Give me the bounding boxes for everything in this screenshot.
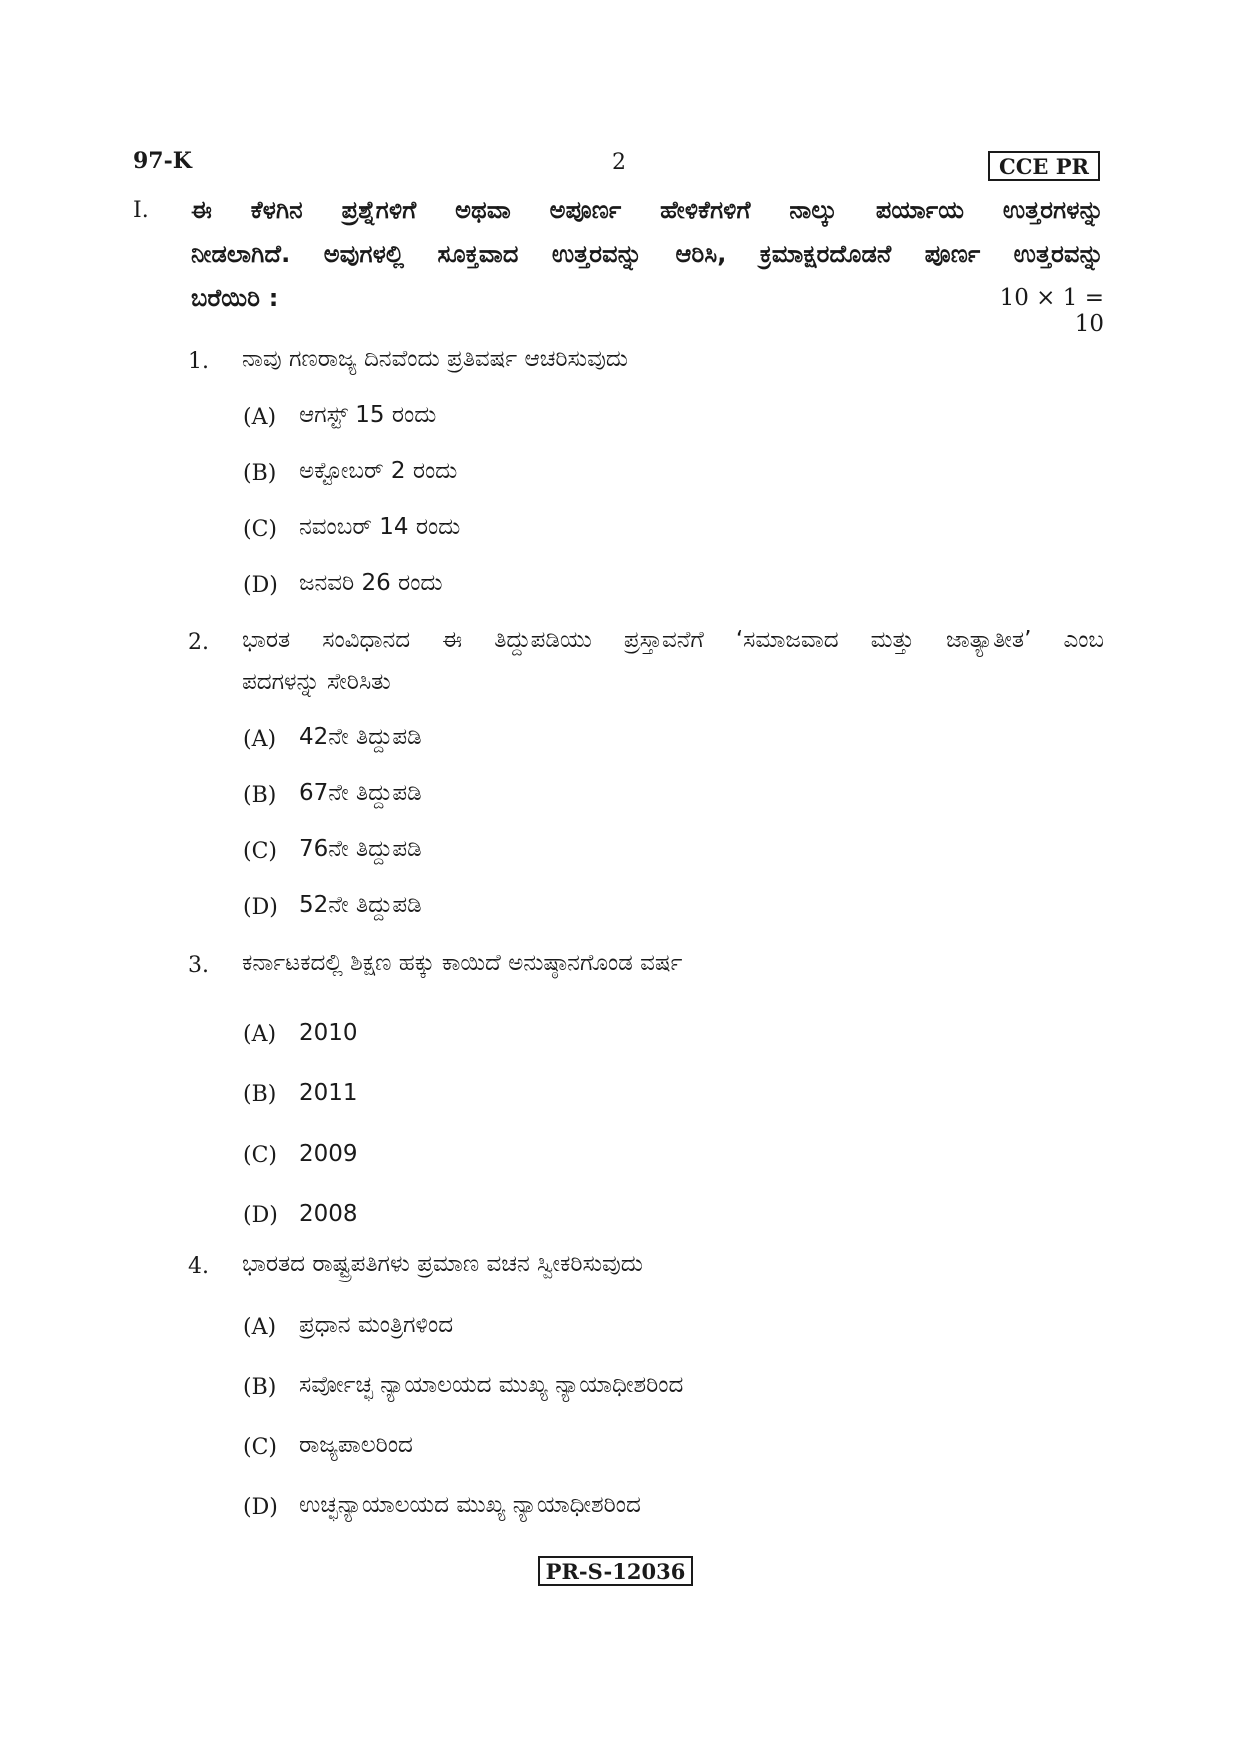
option-text: ಪ್ರಧಾನ ಮಂತ್ರಿಗಳಿಂದ	[299, 1312, 454, 1338]
option-text: 2010	[299, 1020, 358, 1046]
option-label: (B)	[243, 461, 277, 486]
option-text: 67ನೇ ತಿದ್ದುಪಡಿ	[299, 780, 422, 806]
option-label: (A)	[243, 1315, 277, 1340]
footer-code-box: PR-S-12036	[538, 1556, 693, 1586]
option-label: (C)	[243, 1435, 277, 1460]
option-label: (C)	[243, 1143, 277, 1168]
option-label: (D)	[243, 1495, 278, 1520]
option-text: 2011	[299, 1080, 358, 1106]
option-text: ರಾಜ್ಯಪಾಲರಿಂದ	[299, 1432, 413, 1458]
cce-pr-box: CCE PR	[988, 151, 1100, 181]
option-label: (C)	[243, 517, 277, 542]
option-label: (C)	[243, 839, 277, 864]
option-text: ಜನವರಿ 26 ರಂದು	[299, 570, 443, 596]
option-text: ಆಗಸ್ಟ್ 15 ರಂದು	[299, 402, 437, 428]
instruction-line-1: ಈ ಕೆಳಗಿನ ಪ್ರಶ್ನೆಗಳಿಗೆ ಅಥವಾ ಅಪೂರ್ಣ ಹೇಳಿಕೆಗಳಿಗೆ ನಾಲ್ಕು ಪರ್ಯಾಯ ಉತ್ತರಗಳನ್ನು	[191, 196, 1104, 224]
option-label: (B)	[243, 1082, 277, 1107]
option-text: ನವಂಬರ್ 14 ರಂದು	[299, 514, 461, 540]
option-text: ಉಚ್ಛನ್ಯಾಯಾಲಯದ ಮುಖ್ಯ ನ್ಯಾಯಾಧೀಶರಿಂದ	[299, 1492, 641, 1518]
option-label: (B)	[243, 1375, 277, 1400]
question-number: 2.	[188, 630, 209, 655]
question-text: ಭಾರತದ ರಾಷ್ಟ್ರಪತಿಗಳು ಪ್ರಮಾಣ ವಚನ ಸ್ವೀಕರಿಸುವುದು	[242, 1251, 643, 1277]
option-label: (B)	[243, 783, 277, 808]
option-text: ಸರ್ವೋಚ್ಛ ನ್ಯಾಯಾಲಯದ ಮುಖ್ಯ ನ್ಯಾಯಾಧೀಶರಿಂದ	[299, 1372, 684, 1398]
instruction-line-3: ಬರೆಯಿರಿ :	[191, 284, 279, 312]
question-text-line-1: ಭಾರತ ಸಂವಿಧಾನದ ಈ ತಿದ್ದುಪಡಿಯು ಪ್ರಸ್ತಾವನೆಗೆ ‘ಸಮಾಜವಾದ ಮತ್ತು ಜಾತ್ಯಾತೀತ’ ಎಂಬ	[242, 627, 1104, 653]
option-label: (A)	[243, 405, 277, 430]
option-label: (A)	[243, 1022, 277, 1047]
question-text-line-2: ಪದಗಳನ್ನು ಸೇರಿಸಿತು	[242, 669, 391, 695]
option-label: (D)	[243, 895, 278, 920]
option-label: (A)	[243, 727, 277, 752]
option-label: (D)	[243, 1203, 278, 1228]
option-text: 42ನೇ ತಿದ್ದುಪಡಿ	[299, 724, 422, 750]
question-number: 1.	[188, 349, 209, 374]
option-text: 2008	[299, 1201, 358, 1227]
question-number: 4.	[188, 1254, 209, 1279]
instruction-line-2: ನೀಡಲಾಗಿದೆ. ಅವುಗಳಲ್ಲಿ ಸೂಕ್ತವಾದ ಉತ್ತರವನ್ನು ಆರಿಸಿ, ಕ್ರಮಾಕ್ಷರದೊಡನೆ ಪೂರ್ಣ ಉತ್ತರವನ್ನು	[191, 240, 1104, 268]
page-number: 2	[612, 150, 626, 175]
question-text: ಕರ್ನಾಟಕದಲ್ಲಿ ಶಿಕ್ಷಣ ಹಕ್ಕು ಕಾಯಿದೆ ಅನುಷ್ಠಾನಗೊಂಡ ವರ್ಷ	[242, 950, 683, 976]
option-text: 52ನೇ ತಿದ್ದುಪಡಿ	[299, 892, 422, 918]
question-number: 3.	[188, 953, 209, 978]
option-text: 76ನೇ ತಿದ್ದುಪಡಿ	[299, 836, 422, 862]
option-text: ಅಕ್ಟೋಬರ್ 2 ರಂದು	[299, 458, 458, 484]
section-number: I.	[133, 198, 149, 223]
option-label: (D)	[243, 573, 278, 598]
question-text: ನಾವು ಗಣರಾಜ್ಯ ದಿನವೆಂದು ಪ್ರತಿವರ್ಷ ಆಚರಿಸುವುದು	[242, 346, 628, 372]
option-text: 2009	[299, 1141, 358, 1167]
paper-code: 97-K	[133, 148, 192, 174]
section-marks: 10 × 1 = 10	[999, 285, 1104, 337]
